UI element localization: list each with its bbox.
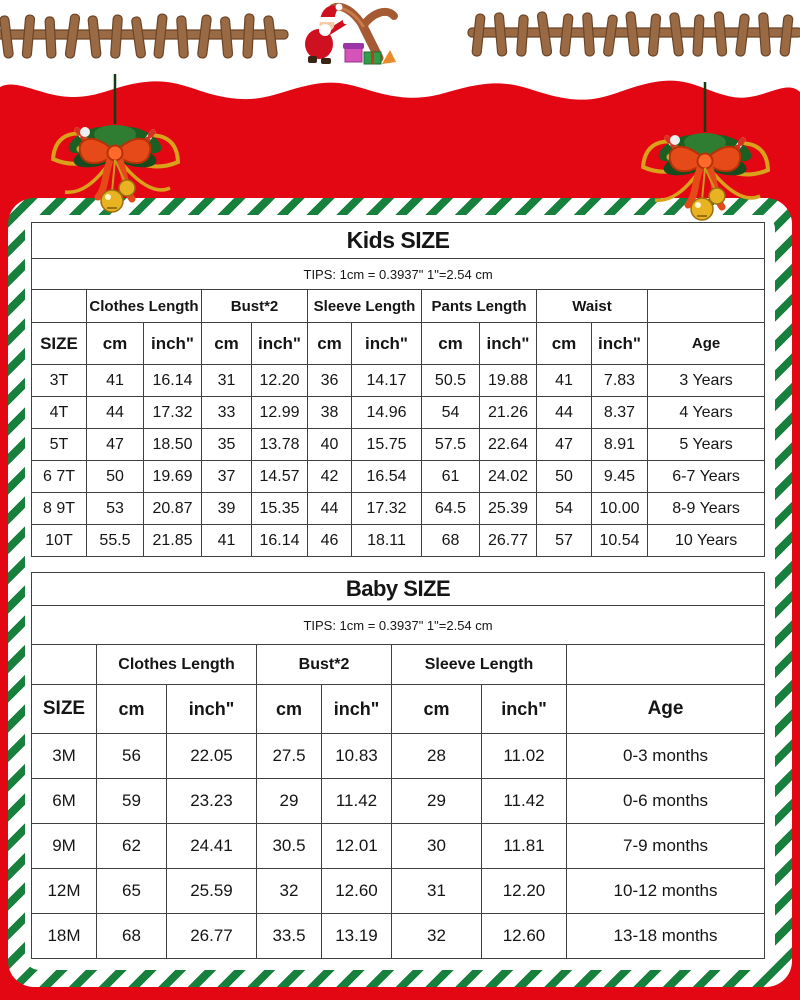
inch-value: 18.50 (144, 429, 202, 461)
corner-cell (32, 645, 97, 685)
size-cell: 10T (32, 525, 87, 557)
cm-header: cm (257, 685, 322, 734)
cm-value: 41 (537, 365, 592, 397)
cm-value: 50.5 (422, 365, 480, 397)
size-cell: 12M (32, 869, 97, 914)
inch-value: 12.60 (482, 914, 567, 959)
inch-header: inch" (252, 323, 308, 365)
corner-cell (32, 290, 87, 323)
inch-header: inch" (144, 323, 202, 365)
inch-value: 19.69 (144, 461, 202, 493)
kids-size-table (31, 222, 765, 557)
size-cell: 18M (32, 914, 97, 959)
column-group-label: Waist (537, 290, 648, 323)
corner-cell (567, 645, 765, 685)
inch-value: 16.14 (252, 525, 308, 557)
inch-value: 17.32 (144, 397, 202, 429)
cm-value: 40 (308, 429, 352, 461)
cm-value: 47 (87, 429, 144, 461)
inch-header: inch" (167, 685, 257, 734)
column-group-label: Sleeve Length (392, 645, 567, 685)
cm-header: cm (308, 323, 352, 365)
size-cell: 5T (32, 429, 87, 461)
inch-value: 10.83 (322, 734, 392, 779)
cm-value: 59 (97, 779, 167, 824)
cm-value: 44 (87, 397, 144, 429)
inch-value: 11.42 (322, 779, 392, 824)
inch-value: 13.19 (322, 914, 392, 959)
size-cell: 9M (32, 824, 97, 869)
inch-value: 19.88 (480, 365, 537, 397)
inch-header: inch" (322, 685, 392, 734)
age-header: Age (648, 323, 765, 365)
inch-value: 18.11 (352, 525, 422, 557)
cm-value: 47 (537, 429, 592, 461)
inch-value: 22.05 (167, 734, 257, 779)
cm-value: 57 (537, 525, 592, 557)
tips-text: TIPS: 1cm = 0.3937" 1"=2.54 cm (32, 259, 765, 290)
table-title: Baby SIZE (32, 573, 765, 606)
cm-value: 54 (537, 493, 592, 525)
cm-value: 41 (87, 365, 144, 397)
cm-value: 64.5 (422, 493, 480, 525)
inch-value: 24.41 (167, 824, 257, 869)
inch-value: 25.39 (480, 493, 537, 525)
cm-value: 31 (392, 869, 482, 914)
column-group-label: Sleeve Length (308, 290, 422, 323)
cm-value: 57.5 (422, 429, 480, 461)
inch-value: 21.26 (480, 397, 537, 429)
inch-header: inch" (592, 323, 648, 365)
inch-value: 9.45 (592, 461, 648, 493)
cm-header: cm (392, 685, 482, 734)
cm-value: 37 (202, 461, 252, 493)
cm-value: 53 (87, 493, 144, 525)
inch-value: 25.59 (167, 869, 257, 914)
inch-value: 22.64 (480, 429, 537, 461)
inch-value: 17.32 (352, 493, 422, 525)
inch-value: 15.75 (352, 429, 422, 461)
cm-value: 54 (422, 397, 480, 429)
column-group-label: Pants Length (422, 290, 537, 323)
inch-value: 14.96 (352, 397, 422, 429)
cm-value: 61 (422, 461, 480, 493)
cm-value: 68 (422, 525, 480, 557)
cm-value: 35 (202, 429, 252, 461)
inch-value: 8.91 (592, 429, 648, 461)
column-group-label: Bust*2 (257, 645, 392, 685)
size-cell: 8 9T (32, 493, 87, 525)
size-cell: 3T (32, 365, 87, 397)
inch-value: 12.20 (252, 365, 308, 397)
age-cell: 6-7 Years (648, 461, 765, 493)
age-cell: 0-6 months (567, 779, 765, 824)
baby-size-table (31, 572, 765, 959)
age-cell: 10-12 months (567, 869, 765, 914)
christmas-ornament-icon (35, 74, 195, 224)
size-header: SIZE (32, 685, 97, 734)
inch-value: 15.35 (252, 493, 308, 525)
cm-value: 38 (308, 397, 352, 429)
table-title: Kids SIZE (32, 223, 765, 259)
cm-value: 55.5 (87, 525, 144, 557)
cm-value: 33.5 (257, 914, 322, 959)
inch-value: 11.42 (482, 779, 567, 824)
cm-value: 27.5 (257, 734, 322, 779)
inch-value: 7.83 (592, 365, 648, 397)
cm-value: 56 (97, 734, 167, 779)
column-group-label: Clothes Length (97, 645, 257, 685)
inch-value: 11.81 (482, 824, 567, 869)
christmas-ornament-icon (625, 82, 785, 232)
inch-value: 14.17 (352, 365, 422, 397)
cm-value: 33 (202, 397, 252, 429)
inch-value: 23.23 (167, 779, 257, 824)
cm-header: cm (87, 323, 144, 365)
cm-value: 41 (202, 525, 252, 557)
cm-header: cm (422, 323, 480, 365)
cm-value: 32 (392, 914, 482, 959)
inch-value: 10.00 (592, 493, 648, 525)
cm-value: 65 (97, 869, 167, 914)
age-cell: 10 Years (648, 525, 765, 557)
inch-value: 8.37 (592, 397, 648, 429)
cm-value: 28 (392, 734, 482, 779)
cm-value: 36 (308, 365, 352, 397)
size-cell: 3M (32, 734, 97, 779)
size-cell: 6 7T (32, 461, 87, 493)
age-cell: 13-18 months (567, 914, 765, 959)
cm-header: cm (202, 323, 252, 365)
cm-value: 46 (308, 525, 352, 557)
inch-value: 13.78 (252, 429, 308, 461)
inch-value: 10.54 (592, 525, 648, 557)
cm-value: 29 (257, 779, 322, 824)
inch-header: inch" (482, 685, 567, 734)
cm-value: 50 (87, 461, 144, 493)
inch-value: 24.02 (480, 461, 537, 493)
column-group-label: Clothes Length (87, 290, 202, 323)
size-cell: 6M (32, 779, 97, 824)
cm-value: 68 (97, 914, 167, 959)
inch-value: 12.60 (322, 869, 392, 914)
inch-value: 16.14 (144, 365, 202, 397)
age-cell: 8-9 Years (648, 493, 765, 525)
corner-cell (648, 290, 765, 323)
inch-value: 11.02 (482, 734, 567, 779)
inch-value: 12.20 (482, 869, 567, 914)
inch-header: inch" (480, 323, 537, 365)
inch-value: 12.01 (322, 824, 392, 869)
age-cell: 5 Years (648, 429, 765, 461)
size-header: SIZE (32, 323, 87, 365)
size-cell: 4T (32, 397, 87, 429)
inch-value: 14.57 (252, 461, 308, 493)
cm-value: 44 (537, 397, 592, 429)
cm-value: 30.5 (257, 824, 322, 869)
cm-value: 44 (308, 493, 352, 525)
age-header: Age (567, 685, 765, 734)
inch-value: 16.54 (352, 461, 422, 493)
age-cell: 3 Years (648, 365, 765, 397)
age-cell: 0-3 months (567, 734, 765, 779)
age-cell: 4 Years (648, 397, 765, 429)
inch-value: 20.87 (144, 493, 202, 525)
inch-header: inch" (352, 323, 422, 365)
cm-value: 29 (392, 779, 482, 824)
age-cell: 7-9 months (567, 824, 765, 869)
cm-value: 62 (97, 824, 167, 869)
inch-value: 26.77 (480, 525, 537, 557)
cm-header: cm (97, 685, 167, 734)
tips-text: TIPS: 1cm = 0.3937" 1"=2.54 cm (32, 606, 765, 645)
cm-value: 30 (392, 824, 482, 869)
cm-value: 39 (202, 493, 252, 525)
cm-value: 31 (202, 365, 252, 397)
cm-value: 50 (537, 461, 592, 493)
cm-value: 32 (257, 869, 322, 914)
cm-value: 42 (308, 461, 352, 493)
inch-value: 21.85 (144, 525, 202, 557)
column-group-label: Bust*2 (202, 290, 308, 323)
inch-value: 12.99 (252, 397, 308, 429)
cm-header: cm (537, 323, 592, 365)
inch-value: 26.77 (167, 914, 257, 959)
